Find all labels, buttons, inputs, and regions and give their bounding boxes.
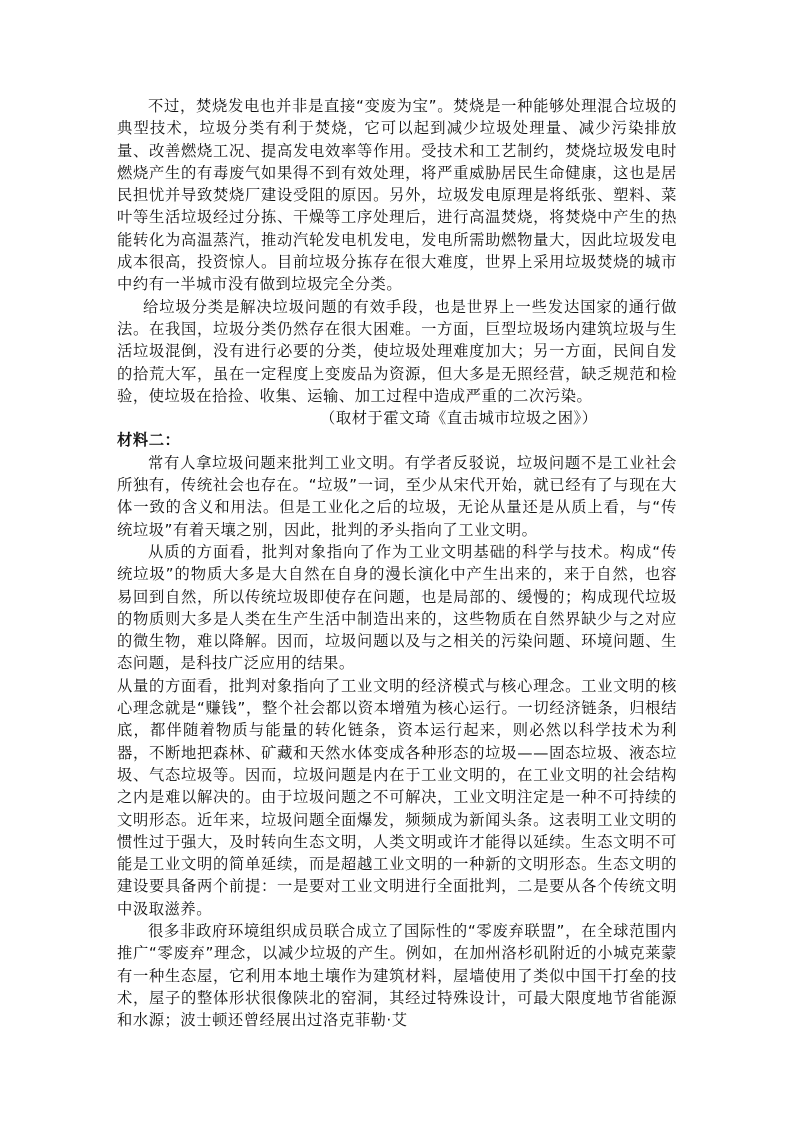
section-heading: 材料二：	[117, 431, 181, 450]
paragraph-incineration: 不过，焚烧发电也并非是直接“变废为宝”。焚烧是一种能够处理混合垃圾的典型技术，垃圾分类有利于焚烧，它可以起到减少垃圾处理量、减少污染排放量、改善燃烧工况、提高发电效率等作用。受技术和工艺制约，焚烧垃圾发电时燃烧产生的有毒废气如果得不到有效处理，将严重威胁居民生命健康，这也是居民担忧并导致焚烧厂建设受阻的原因。另外，垃圾发电原理是将纸张、塑料、菜叶等生活垃圾经过分拣、干燥等工序处理后，进行高温焚烧，将焚烧中产生的热能转化为高温蒸汽，推动汽轮发电机发电，发电所需助燃物量大，因此垃圾发电成本很高，投资惊人。目前垃圾分拣存在很大难度，世界上采用垃圾焚烧的城市中约有一半城市没有做到垃圾完全分类。	[117, 97, 677, 294]
paragraph-quantity-aspect: 从量的方面看，批判对象指向了工业文明的经济模式与核心理念。工业文明的核心理念就是“赚钱”，整个社会都以资本增殖为核心运行。一切经济链条，归根结底，都伴随着物质与能量的转化链条，资本运行起来，则必然以科学技术为利器，不断地把森林、矿藏和天然水体变成各种形态的垃圾——固态垃圾、液态垃圾、气态垃圾等。因而，垃圾问题是内在于工业文明的，在工业文明的社会结构之内是难以解决的。由于垃圾问题之不可解决，工业文明注定是一种不可持续的文明形态。近年来，垃圾问题全面爆发，频频成为新闻头条。这表明工业文明的惯性过于强大，及时转向生态文明，人类文明或许才能得以延续。生态文明不可能是工业文明的简单延续，而是超越工业文明的一种新的文明形态。生态文明的建设要具备两个前提：一是要对工业文明进行全面批判，二是要从各个传统文明中汲取滋养。	[117, 676, 677, 918]
paragraph-zero-waste: 很多非政府环境组织成员联合成立了国际性的“零废弃联盟”，在全球范围内推广“零废弃”理念，以减少垃圾的产生。例如，在加州洛杉矶附近的小城克莱蒙有一种生态屋，它利用本地土壤作为建筑材料，屋墙使用了类似中国干打垒的技术，屋子的整体形状很像陕北的窑洞，其经过特殊设计，可最大限度地节省能源和水源；波士顿还曾经展出过洛克菲勒·艾	[117, 921, 677, 1030]
paragraph-industrial-civilization: 常有人拿垃圾问题来批判工业文明。有学者反驳说，垃圾问题不是工业社会所独有，传统社会也存在。“垃圾”一词，至少从宋代开始，就已经有了与现在大体一致的含义和用法。但是工业化之后的垃圾，无论从量还是从质上看，与“传统垃圾”有着天壤之别，因此，批判的矛头指向了工业文明。	[117, 453, 677, 539]
paragraph-classification: 给垃圾分类是解决垃圾问题的有效手段，也是世界上一些发达国家的通行做法。在我国，垃圾分类仍然存在很大困难。一方面，巨型垃圾场内建筑垃圾与生活垃圾混倒，没有进行必要的分类，使垃圾处理难度加大；另一方面，民间自发的拾荒大军，虽在一定程度上变废品为资源，但大多是无照经营，缺乏规范和检验，使垃圾在拾捡、收集、运输、加工过程中造成严重的二次污染。	[117, 297, 677, 405]
document-page	[117, 95, 677, 1031]
paragraph-quality-aspect: 从质的方面看，批判对象指向了作为工业文明基础的科学与技术。构成“传统垃圾”的物质大多是大自然在自身的漫长演化中产生出来的，来于自然，也容易回到自然，所以传统垃圾即使存在问题，也是局部的、缓慢的；构成现代垃圾的物质则大多是人类在生产生活中制造出来的，这些物质在自然界缺少与之对应的微生物，难以降解。因而，垃圾问题以及与之相关的污染问题、环境问题、生态问题，是科技广泛应用的结果。	[117, 542, 677, 673]
source-citation: （取材于霍文琦《直击城市垃圾之困》）	[320, 409, 598, 428]
